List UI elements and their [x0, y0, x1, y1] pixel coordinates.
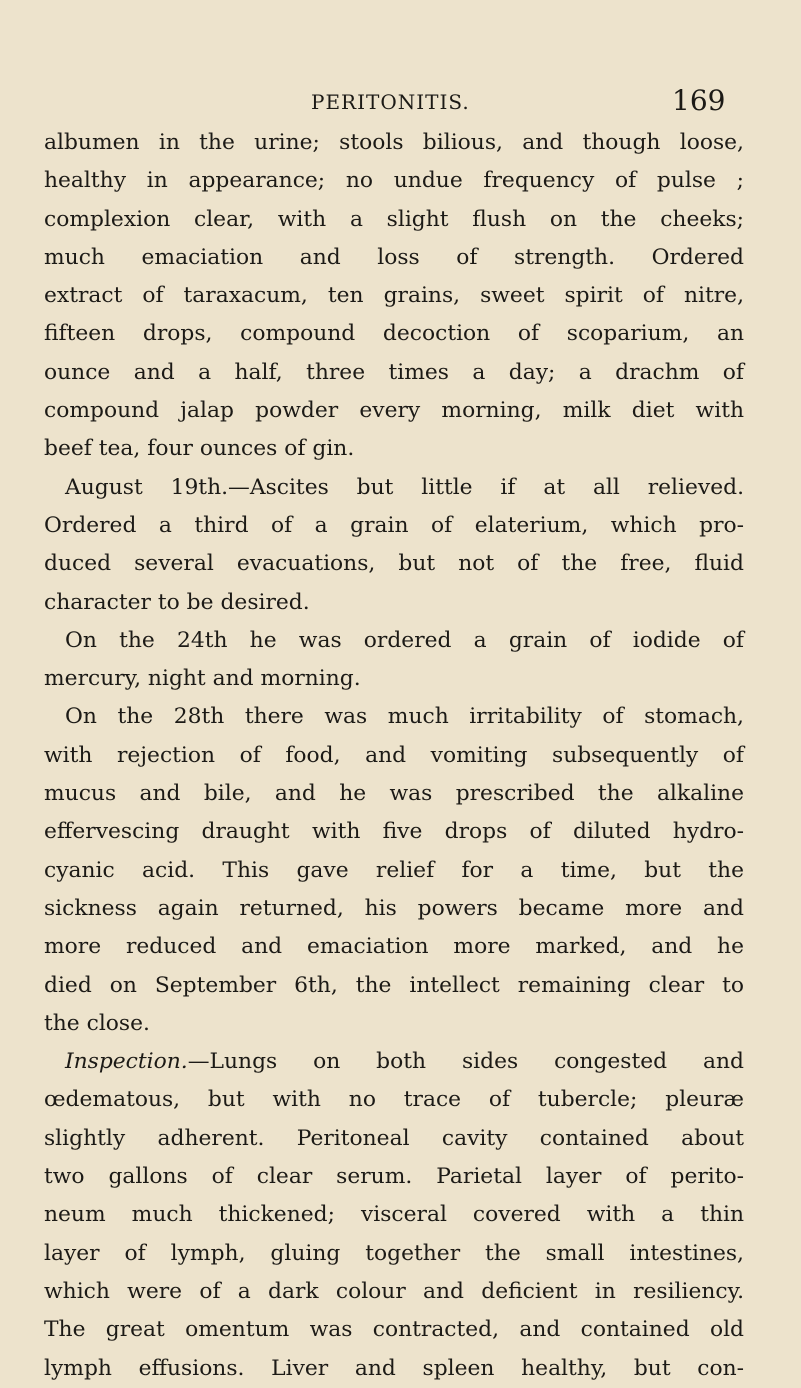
body-text	[44, 124, 744, 1388]
inspection-heading: Inspection.	[65, 1049, 188, 1075]
text-line: œdematous, but with no trace of tubercle; pleuræ	[44, 1087, 744, 1113]
text-line: which were of a dark colour and deficient in resiliency.	[44, 1278, 744, 1304]
text-line: mercury, night and morning.	[44, 666, 361, 692]
text-line: character to be desired.	[44, 589, 310, 615]
text-line: complexion clear, with a slight flush on the cheeks;	[44, 206, 744, 232]
text-line: extract of taraxacum, ten grains, sweet spirit of nitre,	[44, 283, 744, 309]
text-line: compound jalap powder every morning, milk diet with	[44, 398, 744, 424]
text-line: August 19th.—Ascites but little if at all relieved.	[65, 474, 744, 500]
text-line	[44, 1043, 744, 1081]
text-line: healthy in appearance; no undue frequency of pulse ;	[44, 168, 744, 194]
text-line: On the 28th there was much irritability of stomach,	[65, 704, 744, 730]
text-line: The great omentum was contracted, and contained old	[44, 1317, 744, 1343]
text-line: ounce and a half, three times a day; a drachm of	[44, 359, 744, 385]
text-line: two gallons of clear serum. Parietal layer of perito-	[44, 1164, 744, 1190]
text-line: more reduced and emaciation more marked, and he	[44, 934, 744, 960]
text-line: layer of lymph, gluing together the small intestines,	[44, 1240, 744, 1266]
text-line: mucus and bile, and he was prescribed the alkaline	[44, 781, 744, 807]
running-title: PERITONITIS.	[311, 90, 470, 114]
text-line: Ordered a third of a grain of elaterium, which pro-	[44, 512, 744, 538]
text-line: fifteen drops, compound decoction of scoparium, an	[44, 321, 744, 347]
text-line: albumen in the urine; stools bilious, and though loose,	[44, 130, 744, 155]
text-line: lymph effusions. Liver and spleen healthy, but con-	[44, 1355, 744, 1381]
text-line: the close.	[44, 1010, 150, 1036]
running-head	[0, 84, 801, 124]
text-line: died on September 6th, the intellect remaining clear to	[44, 972, 744, 998]
text-line: with rejection of food, and vomiting subsequently of	[44, 742, 744, 768]
text-line: duced several evacuations, but not of the free, fluid	[44, 551, 744, 577]
text-line: cyanic acid. This gave relief for a time, but the	[44, 857, 744, 883]
text-line: On the 24th he was ordered a grain of iodide of	[65, 627, 744, 653]
text-line: neum much thickened; visceral covered with a thin	[44, 1202, 744, 1228]
text-line: slightly adherent. Peritoneal cavity contained about	[44, 1125, 744, 1151]
text-line: much emaciation and loss of strength. Ordered	[44, 244, 744, 270]
inspection-text: —Lungs on both sides congested and	[187, 1049, 744, 1075]
page-number: 169	[672, 84, 726, 117]
text-line: effervescing draught with five drops of diluted hydro-	[44, 819, 744, 845]
text-line: beef tea, four ounces of gin.	[44, 436, 355, 462]
text-line: sickness again returned, his powers became more and	[44, 895, 744, 921]
